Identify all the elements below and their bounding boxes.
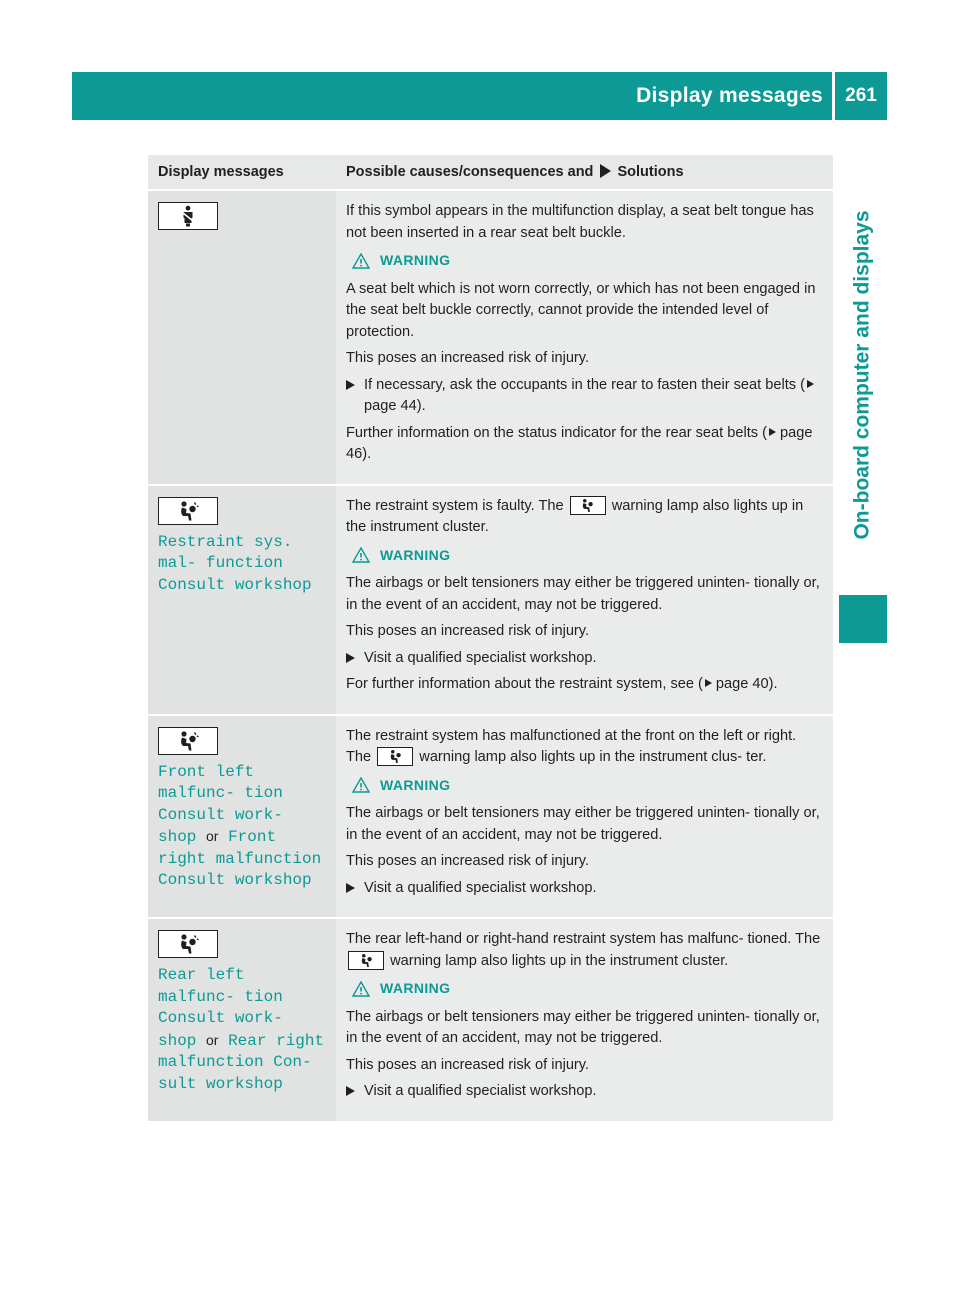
seat-belt-symbol <box>158 202 218 230</box>
cause-text-end: warning lamp also lights up in the instrument cluster. <box>390 952 729 969</box>
further-text: For further information about the restraint system, see ( <box>346 676 703 692</box>
page-ref-icon <box>807 380 814 388</box>
display-cell <box>148 917 336 1121</box>
risk-text: This poses an increased risk of injury. <box>346 350 590 366</box>
display-messages-table <box>148 155 833 1121</box>
warning-triangle-icon <box>352 777 370 793</box>
display-message-1: Front left malfunc‐ tion Consult work‐ shop <box>158 762 283 846</box>
warning-text: The airbags or belt tensioners may either be triggered uninten‐ tionally or, in the event of an accident, may not be triggered. <box>346 1008 820 1046</box>
causes-cell <box>336 189 833 484</box>
further-info <box>346 674 825 696</box>
step-text: Visit a qualified specialist workshop. <box>364 879 597 896</box>
warning-text: A seat belt which is not worn correctly, or which has not been engaged in the seat belt buckle correctly, cannot provide the intended level of protection. <box>346 280 816 340</box>
risk-text: This poses an increased risk of injury. <box>346 623 590 639</box>
warning-triangle-icon <box>352 981 370 997</box>
airbag-icon <box>388 749 403 764</box>
cause-text <box>346 496 825 539</box>
warning-text: The airbags or belt tensioners may either be triggered uninten‐ tionally or, in the event of an accident, may not be triggered. <box>346 575 820 613</box>
action-step <box>346 648 825 670</box>
cause-text-end: warning lamp also lights up in the instrument cluster. <box>346 497 804 535</box>
step-text: Visit a qualified specialist workshop. <box>364 1083 597 1099</box>
page-ref-icon <box>705 679 712 687</box>
display-cell <box>148 714 336 918</box>
action-step <box>346 1081 825 1103</box>
step-text: Visit a qualified specialist workshop. <box>364 649 597 666</box>
airbag-lamp-symbol <box>348 951 384 970</box>
warning-label: WARNING <box>380 776 451 793</box>
step-arrow-icon <box>346 883 355 893</box>
table-header-row <box>148 155 833 189</box>
warning-heading <box>352 545 825 567</box>
warning-text: The airbags or belt tensioners may either be triggered uninten‐ tionally or, in the event of an accident, may not be triggered. <box>346 805 820 843</box>
causes-cell <box>336 714 833 918</box>
cause-text <box>346 726 825 769</box>
or-label: or <box>206 1031 219 1048</box>
or-label: or <box>206 828 219 844</box>
table-row <box>148 917 833 1121</box>
play-arrow-icon <box>599 164 611 178</box>
step-text: If necessary, ask the occupants in the rear to fasten their seat belts ( <box>364 376 806 393</box>
step-arrow-icon <box>346 380 355 390</box>
display-message-2: Front right malfunction Consult workshop <box>158 828 322 889</box>
causes-cell <box>336 917 833 1121</box>
page-number: 261 <box>845 85 877 106</box>
warning-heading <box>352 250 825 272</box>
causes-cell <box>336 484 833 714</box>
display-message-text <box>158 965 328 1095</box>
airbag-symbol <box>158 930 218 958</box>
header-title: Display messages <box>636 84 823 107</box>
warning-heading <box>352 978 825 1000</box>
display-message-text <box>158 762 328 892</box>
cause-text-start: The restraint system is faulty. The <box>346 497 564 514</box>
warning-label: WARNING <box>380 546 451 563</box>
display-cell <box>148 189 336 484</box>
warning-label: WARNING <box>380 252 451 268</box>
step-end: ). <box>416 398 426 414</box>
header-causes <box>336 155 833 189</box>
airbag-symbol <box>158 497 218 525</box>
display-cell <box>148 484 336 714</box>
display-message-text: Restraint sys. mal‐ function Consult workshop <box>158 532 312 594</box>
airbag-icon <box>177 730 199 752</box>
further-end: ). <box>768 676 778 692</box>
side-tab <box>839 160 887 590</box>
warning-label: WARNING <box>380 980 451 996</box>
display-message-1: Rear left malfunc‐ tion Consult work‐ shop <box>158 966 283 1050</box>
airbag-icon <box>580 498 595 513</box>
header-solutions-label: Solutions <box>617 164 684 180</box>
further-info <box>346 423 825 466</box>
side-marker <box>839 595 887 643</box>
warning-heading <box>352 775 825 797</box>
further-end: ). <box>362 446 372 462</box>
side-tab-label: On-board computer and displays <box>851 210 874 540</box>
further-text: Further information on the status indicator for the rear seat belts ( <box>346 424 767 441</box>
table-row <box>148 484 833 714</box>
action-step <box>346 375 825 418</box>
page-header <box>72 72 887 120</box>
action-step <box>346 878 825 900</box>
airbag-symbol <box>158 727 218 755</box>
page-ref-icon <box>769 428 776 436</box>
risk-text: This poses an increased risk of injury. <box>346 853 590 869</box>
warning-triangle-icon <box>352 253 370 269</box>
table-row <box>148 714 833 918</box>
cause-text: If this symbol appears in the multifunction display, a seat belt tongue has not been inserted in a rear seat belt buckle. <box>346 203 814 241</box>
page-reference[interactable]: page 40 <box>715 676 769 692</box>
seat-belt-icon <box>177 205 199 227</box>
cause-text-end: warning lamp also lights up in the instrument clus‐ ter. <box>419 749 767 765</box>
cause-text-start: The restraint system has malfunctioned at the front on the left or right. The <box>346 727 797 765</box>
display-message-2: Rear right malfunction Con‐ sult workshop <box>158 1031 325 1093</box>
warning-triangle-icon <box>352 547 370 563</box>
airbag-lamp-symbol <box>570 496 606 515</box>
airbag-icon <box>177 500 199 522</box>
table-row <box>148 189 833 484</box>
page-reference[interactable]: page 44 <box>364 398 417 414</box>
airbag-icon <box>177 933 199 955</box>
header-causes-label: Possible causes/consequences and <box>346 164 594 180</box>
risk-text: This poses an increased risk of injury. <box>346 1056 590 1073</box>
cause-text <box>346 929 825 972</box>
airbag-icon <box>359 953 374 968</box>
cause-text-start: The rear left-hand or right-hand restraint system has malfunc‐ tioned. The <box>346 931 821 947</box>
page-reference[interactable]: page 46 <box>346 424 813 462</box>
header-display-messages: Display messages <box>148 155 336 189</box>
step-arrow-icon <box>346 653 355 663</box>
step-arrow-icon <box>346 1086 355 1096</box>
airbag-lamp-symbol <box>377 747 413 766</box>
